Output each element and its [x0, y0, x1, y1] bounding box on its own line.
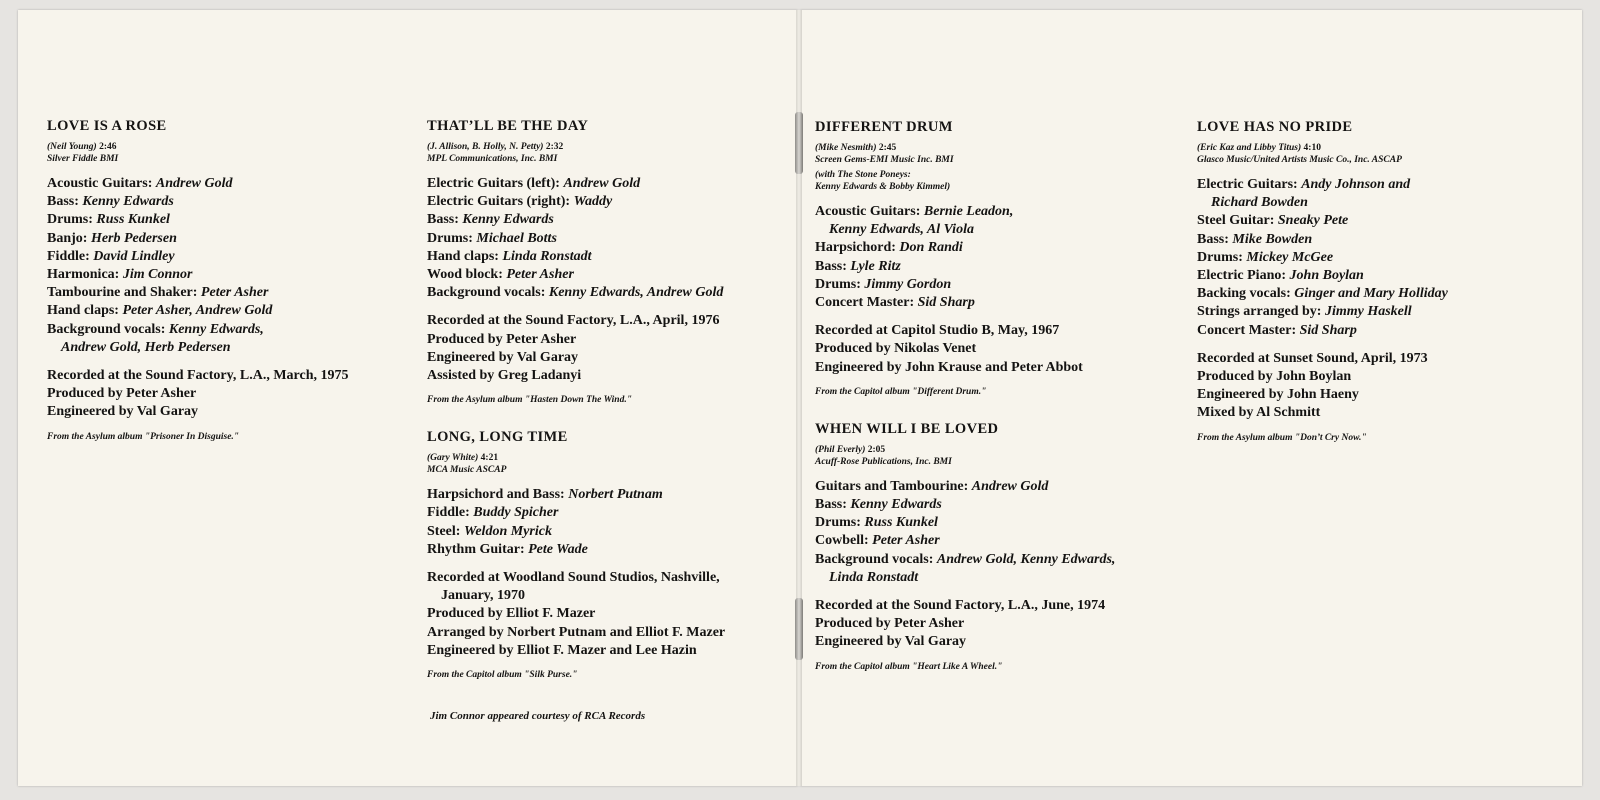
song-publisher: MCA Music ASCAP — [427, 465, 507, 476]
with-label: (with The Stone Poneys: — [815, 170, 911, 180]
credit-performer: Peter Asher — [506, 267, 574, 283]
production-notes — [427, 569, 772, 660]
credit-line — [47, 248, 377, 266]
credit-line — [815, 478, 1160, 496]
credit-performer: Andrew Gold — [563, 176, 641, 191]
song-writer: (Neil Young) — [47, 142, 97, 152]
credit-role: Cowbell: — [815, 533, 873, 549]
credit-role: Banjo: — [47, 230, 91, 246]
credit-line — [427, 248, 772, 266]
credit-line — [427, 541, 772, 559]
song-writer-line — [47, 141, 377, 153]
credit-line — [427, 523, 772, 541]
credit-line — [1197, 303, 1547, 321]
credit-line — [1197, 322, 1547, 340]
credit-line — [815, 294, 1160, 312]
credit-role: Hand claps: — [427, 248, 503, 264]
credits-list — [427, 175, 772, 302]
credit-performer: Jimmy Haskell — [1324, 304, 1412, 320]
credit-performer: Sid Sharp — [1299, 322, 1357, 338]
song-title: LOVE IS A ROSE — [47, 118, 167, 134]
production-notes — [815, 597, 1160, 652]
credit-performer: David Lindley — [93, 248, 175, 264]
credit-line — [1197, 176, 1547, 194]
credit-role: Drums: — [427, 230, 477, 246]
credit-line — [427, 504, 772, 522]
song-writer: (J. Allison, B. Holly, N. Petty) — [427, 142, 544, 152]
credit-line — [427, 230, 772, 248]
credit-line — [1197, 267, 1547, 285]
song-when-will-i-be-loved — [815, 421, 1160, 672]
credit-line — [815, 551, 1160, 569]
courtesy-note: Jim Connor appeared courtesy of RCA Records — [430, 710, 646, 722]
song-publisher: Acuff-Rose Publications, Inc. BMI — [815, 456, 952, 467]
credit-line — [47, 175, 377, 193]
song-long-long-time — [427, 429, 772, 680]
credit-performer: Andrew Gold, Kenny Edwards, — [936, 551, 1116, 567]
credit-line — [1197, 285, 1547, 303]
credit-line — [815, 239, 1160, 257]
production-line: Recorded at the Sound Factory, L.A., April, 1976 — [427, 313, 720, 329]
production-line: Engineered by Val Garay — [47, 404, 199, 420]
credit-performer: Kenny Edwards, — [168, 321, 264, 337]
production-line: Produced by Elliot F. Mazer — [427, 606, 596, 622]
production-line: Recorded at Woodland Sound Studios, Nashville, — [427, 570, 720, 586]
production-notes — [1197, 350, 1547, 423]
credit-performer: Russ Kunkel — [96, 212, 170, 228]
credit-performer: Kenny Edwards — [82, 194, 174, 210]
credit-line — [427, 486, 772, 504]
credit-performer: Russ Kunkel — [864, 515, 938, 531]
production-line: Recorded at the Sound Factory, L.A., March, 1975 — [47, 368, 349, 384]
credit-role: Background vocals: — [815, 551, 937, 567]
credit-role: Wood block: — [427, 267, 507, 283]
song-title: LOVE HAS NO PRIDE — [1197, 119, 1353, 135]
song-title: LONG, LONG TIME — [427, 429, 568, 446]
production-line: Recorded at Capitol Studio B, May, 1967 — [815, 323, 1060, 339]
credit-line — [427, 193, 772, 211]
credit-line — [47, 230, 377, 248]
credit-line — [47, 193, 377, 211]
credit-role: Bass: — [815, 258, 851, 274]
credit-line — [47, 321, 377, 339]
song-writer: (Phil Everly) — [815, 444, 866, 455]
credit-performer: Andrew Gold — [155, 176, 233, 191]
credit-line — [47, 339, 377, 357]
credit-line — [427, 211, 772, 229]
credit-role: Electric Piano: — [1197, 268, 1290, 284]
credit-line — [1197, 212, 1547, 230]
credit-performer: Peter Asher — [200, 285, 269, 301]
production-line: Produced by Peter Asher — [815, 616, 965, 632]
credits-list — [815, 203, 1160, 312]
credit-role: Acoustic Guitars: — [47, 176, 156, 191]
album-source: From the Asylum album "Don’t Cry Now." — [1197, 432, 1367, 443]
credit-line — [815, 276, 1160, 294]
credit-performer: Pete Wade — [528, 541, 588, 557]
credits-list — [1197, 176, 1547, 340]
production-line: Recorded at Sunset Sound, April, 1973 — [1197, 350, 1428, 366]
production-line: Recorded at the Sound Factory, L.A., June, 1974 — [815, 598, 1106, 614]
credit-performer: Mickey McGee — [1246, 249, 1334, 265]
credit-role: Steel: — [427, 523, 464, 539]
with-note — [815, 169, 1160, 193]
credit-role: Bass: — [1197, 231, 1233, 247]
song-writer: (Gary White) — [427, 453, 479, 464]
credit-performer: Andy Johnson and — [1301, 177, 1411, 192]
credit-performer: Lyle Ritz — [850, 258, 901, 274]
credits-list — [427, 486, 772, 559]
production-line: Engineered by Val Garay — [427, 349, 579, 365]
credits-list — [815, 478, 1160, 587]
credit-role: Background vocals: — [47, 321, 169, 337]
credit-role: Concert Master: — [1197, 322, 1300, 338]
album-source: From the Capitol album "Silk Purse." — [427, 670, 578, 681]
credit-performer: Michael Botts — [476, 230, 557, 246]
credit-line — [47, 266, 377, 284]
credit-performer: Kenny Edwards — [462, 212, 554, 228]
credit-role: Fiddle: — [427, 505, 474, 521]
credit-performer: Sid Sharp — [917, 295, 975, 311]
song-writer-line — [427, 141, 772, 153]
column-left-2 — [427, 118, 772, 680]
album-source: From the Asylum album "Hasten Down The Wind." — [427, 395, 632, 406]
credit-performer: Herb Pedersen — [90, 230, 177, 246]
song-publisher: Glasco Music/United Artists Music Co., Inc. ASCAP — [1197, 155, 1402, 165]
production-line: Engineered by John Haeny — [1197, 387, 1359, 403]
credit-role: Strings arranged by: — [1197, 304, 1325, 320]
credit-line — [815, 203, 1160, 221]
credit-role: Drums: — [47, 212, 97, 228]
credit-performer: Peter Asher — [872, 533, 940, 549]
credit-role: Harpsichord and Bass: — [427, 487, 569, 503]
credit-line — [1197, 249, 1547, 267]
with-names: Kenny Edwards & Bobby Kimmel) — [815, 182, 951, 192]
credit-line — [815, 496, 1160, 514]
credit-line — [815, 258, 1160, 276]
credit-line — [815, 514, 1160, 532]
production-line: Produced by Peter Asher — [47, 386, 197, 402]
credit-role: Concert Master: — [815, 295, 918, 311]
staple-top — [795, 112, 803, 174]
credit-line — [815, 221, 1160, 239]
credit-line — [1197, 194, 1547, 212]
credit-line — [427, 266, 772, 284]
credit-performer: Andrew Gold — [971, 478, 1049, 494]
song-duration: 4:10 — [1301, 143, 1321, 153]
production-line: Produced by John Boylan — [1197, 369, 1352, 385]
production-line: Mixed by Al Schmitt — [1197, 405, 1321, 421]
credit-role: Tambourine and Shaker: — [47, 285, 201, 301]
credit-line — [427, 175, 772, 193]
credit-role: Acoustic Guitars: — [815, 204, 924, 219]
song-writer: (Eric Kaz and Libby Titus) — [1197, 143, 1302, 153]
credit-performer: Linda Ronstadt — [502, 248, 592, 264]
song-love-is-a-rose — [47, 118, 377, 442]
credit-line — [815, 569, 1160, 587]
credit-performer: Buddy Spicher — [473, 505, 559, 521]
credit-performer: Andrew Gold, Herb Pedersen — [61, 339, 231, 355]
album-source: From the Capitol album "Different Drum." — [815, 386, 987, 397]
credit-performer: Kenny Edwards, Al Viola — [829, 222, 974, 238]
credit-performer: Don Randi — [899, 240, 963, 256]
credit-role: Steel Guitar: — [1197, 213, 1278, 229]
credit-role: Bass: — [47, 194, 83, 210]
credit-performer: Ginger and Mary Holliday — [1294, 286, 1448, 302]
credit-performer: Linda Ronstadt — [829, 569, 919, 585]
credit-role: Drums: — [815, 515, 865, 531]
credit-role: Bass: — [815, 497, 851, 513]
production-notes — [427, 312, 772, 385]
production-line: Produced by Peter Asher — [427, 331, 577, 347]
credit-role: Harmonica: — [47, 267, 123, 283]
credit-performer: Jimmy Gordon — [864, 276, 952, 292]
song-publisher: Silver Fiddle BMI — [47, 154, 119, 164]
credit-role: Electric Guitars (right): — [427, 194, 574, 210]
credit-performer: Kenny Edwards — [850, 497, 942, 513]
song-duration: 2:45 — [876, 143, 897, 153]
staple-bottom — [795, 598, 803, 660]
credit-performer: Kenny Edwards, Andrew Gold — [548, 285, 724, 301]
production-notes — [47, 367, 377, 422]
credit-role: Drums: — [1197, 249, 1247, 265]
credit-line — [427, 284, 772, 302]
column-right-2 — [1197, 119, 1547, 443]
credit-role: Fiddle: — [47, 248, 94, 264]
song-duration: 2:32 — [543, 142, 564, 152]
credits-list — [47, 175, 377, 357]
album-source: From the Capitol album "Heart Like A Wheel." — [815, 661, 1003, 672]
credit-performer: Weldon Myrick — [463, 523, 552, 539]
credit-line — [47, 302, 377, 320]
credit-role: Background vocals: — [427, 285, 549, 301]
song-duration: 2:05 — [865, 444, 886, 455]
song-title: WHEN WILL I BE LOVED — [815, 420, 999, 437]
credit-line — [47, 211, 377, 229]
album-source: From the Asylum album "Prisoner In Disguise." — [47, 431, 240, 442]
production-line: Produced by Nikolas Venet — [815, 341, 977, 357]
song-duration: 4:21 — [478, 453, 499, 464]
song-writer-line — [815, 142, 1160, 154]
credit-role: Bass: — [427, 212, 463, 228]
credit-performer: Mike Bowden — [1232, 231, 1313, 247]
production-line: Assisted by Greg Ladanyi — [427, 368, 582, 384]
credit-performer: Bernie Leadon, — [923, 204, 1014, 219]
credit-role: Electric Guitars: — [1197, 177, 1302, 192]
credit-performer: Richard Bowden — [1211, 195, 1308, 211]
song-title: THAT’LL BE THE DAY — [427, 118, 589, 134]
credit-line — [815, 532, 1160, 550]
song-love-has-no-pride — [1197, 119, 1547, 443]
credit-role: Guitars and Tambourine: — [815, 478, 972, 494]
production-notes — [815, 322, 1160, 377]
song-publisher: MPL Communications, Inc. BMI — [427, 154, 558, 164]
credit-performer: Waddy — [573, 194, 613, 210]
credit-role: Drums: — [815, 276, 865, 292]
credit-role: Electric Guitars (left): — [427, 176, 564, 191]
song-duration: 2:46 — [96, 142, 117, 152]
song-thatll-be-the-day — [427, 118, 772, 405]
credit-line — [1197, 231, 1547, 249]
credit-performer: John Boylan — [1289, 268, 1364, 284]
credit-performer: Jim Connor — [122, 267, 193, 283]
production-line: Arranged by Norbert Putnam and Elliot F. Mazer — [427, 624, 726, 640]
song-writer-line — [1197, 142, 1547, 154]
credit-performer: Norbert Putnam — [568, 487, 663, 503]
song-title: DIFFERENT DRUM — [815, 119, 953, 135]
song-writer-line — [815, 444, 1160, 456]
credit-role: Hand claps: — [47, 303, 123, 319]
credit-line — [47, 284, 377, 302]
song-writer: (Mike Nesmith) — [815, 143, 877, 153]
production-line: January, 1970 — [441, 588, 526, 604]
column-left-1 — [47, 118, 377, 442]
credit-role: Harpsichord: — [815, 240, 900, 256]
credit-performer: Peter Asher, Andrew Gold — [122, 303, 273, 319]
production-line: Engineered by John Krause and Peter Abbot — [815, 359, 1083, 375]
credit-performer: Sneaky Pete — [1277, 213, 1349, 229]
song-writer-line — [427, 452, 772, 464]
song-publisher: Screen Gems-EMI Music Inc. BMI — [815, 155, 954, 165]
credit-role: Backing vocals: — [1197, 286, 1295, 302]
production-line: Engineered by Elliot F. Mazer and Lee Hazin — [427, 642, 697, 658]
production-line: Engineered by Val Garay — [815, 634, 967, 650]
song-different-drum — [815, 119, 1160, 397]
credit-role: Rhythm Guitar: — [427, 541, 529, 557]
column-right-1 — [815, 119, 1160, 672]
